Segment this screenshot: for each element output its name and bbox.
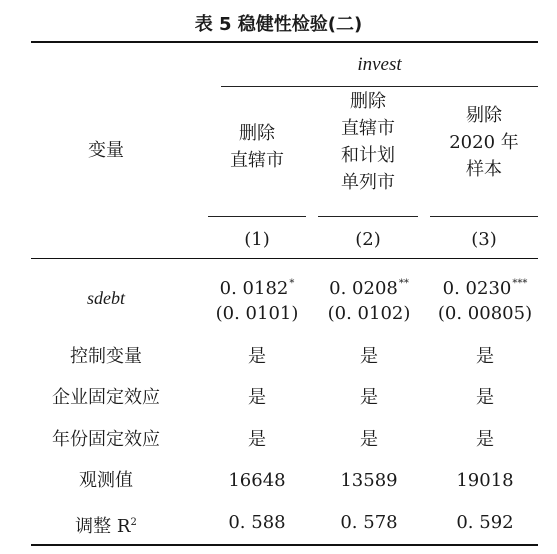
column-3-number: (3)	[471, 229, 497, 250]
row-label-firm-fe: 企业固定效应	[52, 387, 160, 408]
coef-value: 0. 0182	[219, 278, 289, 299]
firm-fe-col-1: 是	[248, 387, 266, 408]
column-3-line-3: 样本	[466, 159, 502, 180]
invest-span-rule	[221, 86, 538, 87]
column-2-line-3: 和计划	[341, 145, 395, 166]
row-label-adjusted-r2	[31, 511, 181, 539]
r2-label-text: 调整 R	[75, 516, 131, 537]
row-label-year-fe: 年份固定效应	[52, 429, 160, 450]
bottom-rule	[31, 544, 538, 546]
coef-value: 0. 0230	[442, 278, 512, 299]
dependent-variable-label: invest	[357, 54, 402, 75]
r2-col-3: 0. 592	[456, 512, 514, 533]
firm-fe-col-3: 是	[476, 387, 494, 408]
column-1-number: (1)	[244, 229, 270, 250]
column-3-line-1: 剔除	[466, 105, 502, 126]
controls-col-3: 是	[476, 346, 494, 367]
obs-col-3: 19018	[456, 470, 514, 491]
row-label-observations: 观测值	[79, 470, 133, 491]
header-bottom-rule	[31, 258, 538, 259]
column-2-line-2: 直辖市	[341, 118, 395, 139]
r2-col-1: 0. 588	[228, 512, 286, 533]
year-fe-col-3: 是	[476, 429, 494, 450]
obs-col-1: 16648	[228, 470, 286, 491]
year-fe-col-2: 是	[360, 429, 378, 450]
top-rule	[31, 41, 538, 43]
significance-stars: ***	[512, 278, 528, 289]
column-2-line-1: 删除	[350, 91, 386, 112]
coef-col-2	[310, 272, 428, 301]
significance-stars: *	[289, 278, 295, 289]
column-2-number: (2)	[355, 229, 381, 250]
column-1-header	[208, 120, 306, 174]
row-label-controls: 控制变量	[70, 346, 142, 367]
column-2-line-4: 单列市	[341, 172, 395, 193]
column-1-line-1: 删除	[239, 123, 275, 144]
year-fe-col-1: 是	[248, 429, 266, 450]
r2-superscript: 2	[130, 517, 137, 528]
column-1-rule	[208, 216, 306, 217]
column-3-line-2: 2020 年	[449, 132, 519, 153]
table-caption: 表 5 稳健性检验(二)	[194, 14, 363, 35]
obs-col-2: 13589	[340, 470, 398, 491]
coef-col-1	[198, 272, 316, 301]
column-1-line-2: 直辖市	[230, 150, 284, 171]
column-2-header	[318, 88, 418, 196]
variable-header: 变量	[88, 140, 124, 161]
column-3-rule	[430, 216, 538, 217]
se-col-3: (0. 00805)	[437, 303, 533, 324]
column-3-header	[430, 102, 538, 183]
row-label-sdebt: sdebt	[87, 288, 125, 308]
significance-stars: **	[398, 278, 409, 289]
se-col-1: (0. 0101)	[215, 303, 299, 324]
firm-fe-col-2: 是	[360, 387, 378, 408]
coef-col-3	[424, 272, 546, 301]
column-2-rule	[318, 216, 418, 217]
controls-col-2: 是	[360, 346, 378, 367]
controls-col-1: 是	[248, 346, 266, 367]
r2-col-2: 0. 578	[340, 512, 398, 533]
se-col-2: (0. 0102)	[327, 303, 411, 324]
coef-value: 0. 0208	[329, 278, 398, 299]
